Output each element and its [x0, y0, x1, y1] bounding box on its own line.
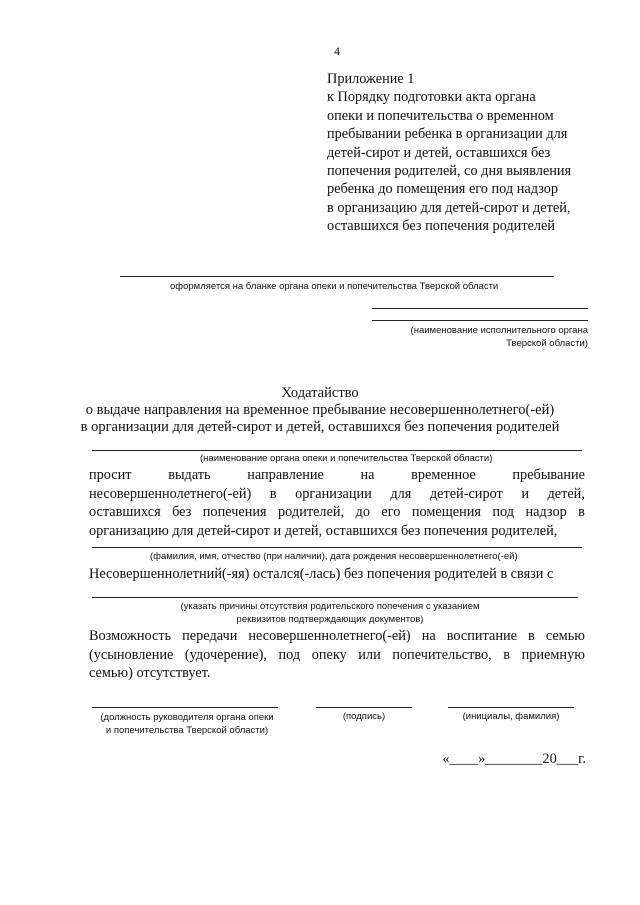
appendix-line: ребенка до помещения его под надзор: [327, 181, 559, 198]
addressee-caption-line: Тверской области): [506, 338, 588, 349]
page-number: 4: [334, 44, 340, 58]
word: помещения: [411, 504, 481, 520]
appendix-line: в организацию для детей-сирот и детей,: [327, 199, 571, 216]
title-heading: Ходатайство: [281, 385, 359, 401]
word: оставшихся: [89, 504, 161, 520]
reason-caption: [150, 600, 510, 626]
word: родителей,: [278, 504, 345, 520]
word: или: [358, 646, 381, 663]
word: на: [360, 467, 375, 483]
word: пребывание: [512, 467, 585, 483]
addressee-caption: [411, 324, 588, 350]
appendix-line: оставшихся без попечения родителей: [327, 218, 556, 235]
date-line: «____»________20___г.: [442, 751, 586, 767]
addressee-rule-1: [372, 308, 588, 309]
possibility-line-3: семью) отсутствует.: [89, 665, 211, 681]
title-line: о выдаче направления на временное пребывание несовершеннолетнего(-ей): [85, 402, 555, 418]
organ-rule: [92, 450, 582, 451]
word: для: [390, 485, 412, 502]
word: семью: [545, 628, 585, 644]
appendix-line: к Порядку подготовки акта органа: [327, 89, 536, 106]
word: просит: [89, 467, 132, 483]
word: опеку: [311, 646, 347, 663]
word: в: [528, 628, 535, 644]
appendix-line: детей-сирот и детей, оставшихся без: [327, 144, 551, 161]
letterhead-note: оформляется на бланке органа опеки и попечительства Тверской области: [170, 281, 499, 292]
word: на: [421, 628, 436, 644]
addressee-rule-2: [372, 320, 588, 321]
word: (усыновление: [89, 646, 174, 663]
position-caption: [82, 711, 292, 737]
letterhead-rule: [120, 276, 554, 277]
word: Возможность: [89, 628, 172, 644]
word: направление: [247, 467, 324, 483]
position-caption-line: и попечительства Тверской области): [105, 725, 269, 736]
title-line: в организации для детей-сирот и детей, оставшихся без попечения родителей: [80, 419, 560, 435]
request-line-1: [89, 466, 585, 485]
child-caption: (фамилия, имя, отчество (при наличии), дата рождения несовершеннолетнего(-ей): [150, 551, 518, 562]
word: попечения: [202, 504, 267, 520]
word: детей,: [547, 485, 585, 502]
word: воспитание: [446, 628, 517, 644]
word: в: [578, 504, 585, 520]
reason-caption-line: (указать причины отсутствия родительского попечения с указанием: [180, 601, 480, 612]
position-rule: [92, 707, 278, 708]
signature-caption: (подпись): [342, 711, 386, 722]
word: его: [381, 504, 401, 520]
word: без: [172, 504, 192, 520]
appendix-line: опеки и попечительства о временном: [327, 107, 554, 124]
word: детей-сирот: [429, 485, 503, 502]
document-title: [0, 385, 640, 436]
word: несовершеннолетнего(-ей): [248, 628, 411, 644]
request-line-2: [89, 485, 585, 504]
word: и: [521, 485, 529, 502]
without-care-text: Несовершеннолетний(-яя) остался(-лась) без попечения родителей в связи с: [89, 566, 554, 582]
appendix-line: попечения родителей, со дня выявления: [327, 163, 572, 180]
reason-caption-line: реквизитов подтверждающих документов): [236, 614, 424, 625]
organ-caption: (наименование органа опеки и попечительства Тверской области): [200, 453, 493, 464]
word: в: [269, 485, 277, 502]
word: приемную: [521, 646, 585, 663]
word: организации: [295, 485, 372, 502]
word: временное: [411, 467, 476, 483]
word: под: [278, 646, 301, 663]
addressee-caption-line: (наименование исполнительного органа: [410, 325, 588, 336]
name-caption: (инициалы, фамилия): [462, 711, 560, 722]
possibility-line-2: [89, 646, 585, 665]
reason-rule: [92, 597, 578, 598]
appendix-line: пребывании ребенка в организации для: [327, 126, 568, 143]
word: выдать: [168, 467, 211, 483]
word: надзор: [525, 504, 567, 520]
appendix-line: Приложение 1: [327, 71, 415, 87]
request-line-4: организацию для детей-сирот и детей, оставшихся без попечения родителей,: [89, 522, 558, 539]
word: в: [503, 646, 511, 663]
name-rule: [448, 707, 574, 708]
request-paragraph: [89, 466, 585, 540]
appendix-block: [327, 70, 597, 236]
word: несовершеннолетнего(-ей): [89, 485, 252, 502]
word: передачи: [182, 628, 238, 644]
position-caption-line: (должность руководителя органа опеки: [100, 712, 274, 723]
possibility-paragraph: [89, 627, 585, 683]
signature-rule: [316, 707, 412, 708]
possibility-line-1: [89, 627, 585, 646]
child-rule: [92, 547, 582, 548]
word: до: [355, 504, 370, 520]
word: под: [492, 504, 515, 520]
word: попечительство,: [392, 646, 492, 663]
request-line-3: [89, 503, 585, 522]
word: (удочерение),: [184, 646, 267, 663]
